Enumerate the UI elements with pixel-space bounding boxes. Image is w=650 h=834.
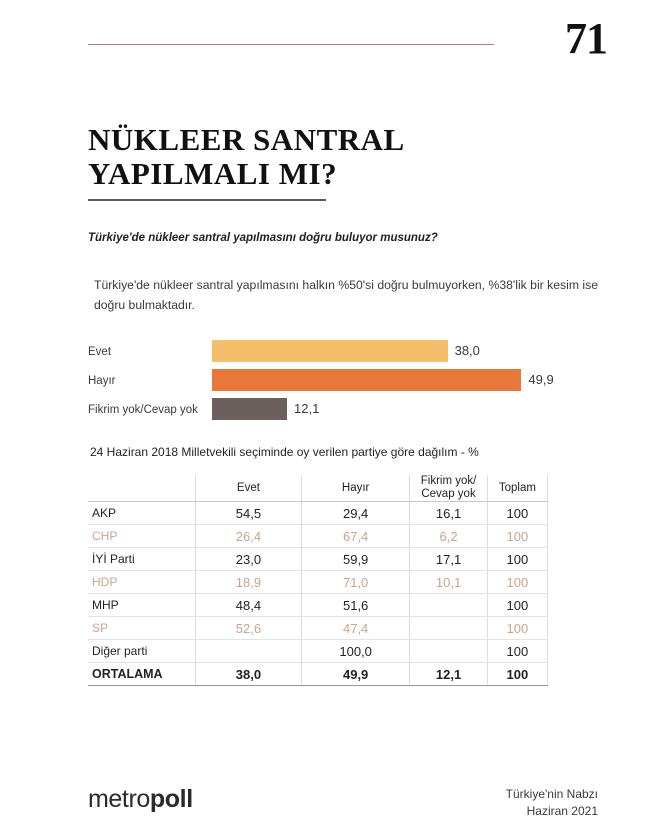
- footer-meta: [506, 786, 598, 820]
- table-caption: 24 Haziran 2018 Milletvekili seçiminde oy verilen partiye göre dağılım - %: [90, 445, 479, 459]
- table-row: [88, 617, 548, 640]
- table-row: [88, 640, 548, 663]
- cell-evet: 26,4: [195, 525, 301, 548]
- metropoll-logo: [88, 784, 193, 814]
- footer-date: Haziran 2021: [526, 804, 598, 818]
- cell-party: İYİ Parti: [88, 548, 195, 571]
- column-header-hayir: Hayır: [301, 475, 409, 502]
- bar-label: Fikrim yok/Cevap yok: [88, 404, 198, 416]
- cell-toplam: 100: [487, 594, 547, 617]
- bar-fill-evet: [212, 340, 448, 362]
- cell-hayir: 51,6: [301, 594, 409, 617]
- title-underline: [88, 199, 326, 201]
- bar-track: [212, 340, 588, 362]
- cell-hayir: 100,0: [301, 640, 409, 663]
- table-row: [88, 663, 548, 686]
- table-header-row: [88, 475, 548, 502]
- cell-evet: 48,4: [195, 594, 301, 617]
- cell-fikrim-yok: [410, 617, 487, 640]
- breakdown-table: [88, 475, 548, 686]
- cell-evet: [195, 640, 301, 663]
- table-body: [88, 502, 548, 686]
- cell-party: SP: [88, 617, 195, 640]
- page-title: [88, 123, 548, 201]
- cell-toplam: 100: [487, 663, 547, 686]
- cell-fikrim-yok: 12,1: [410, 663, 487, 686]
- cell-party: CHP: [88, 525, 195, 548]
- cell-hayir: 71,0: [301, 571, 409, 594]
- cell-toplam: 100: [487, 640, 547, 663]
- bar-row: [88, 369, 588, 393]
- cell-party: Diğer parti: [88, 640, 195, 663]
- column-header-evet: Evet: [195, 475, 301, 502]
- cell-toplam: 100: [487, 571, 547, 594]
- cell-fikrim-yok: [410, 594, 487, 617]
- cell-party: AKP: [88, 502, 195, 525]
- header-rule: [88, 44, 494, 45]
- cell-fikrim-yok: 6,2: [410, 525, 487, 548]
- table-row: [88, 571, 548, 594]
- cell-fikrim-yok: 17,1: [410, 548, 487, 571]
- bar-track: [212, 369, 588, 391]
- page-title-line-2: YAPILMALI MI?: [88, 156, 338, 191]
- cell-fikrim-yok: [410, 640, 487, 663]
- logo-text-bold: poll: [149, 785, 193, 813]
- cell-toplam: 100: [487, 548, 547, 571]
- cell-hayir: 49,9: [301, 663, 409, 686]
- bar-fill-fikrim-yok: [212, 398, 287, 420]
- bar-label: Evet: [88, 346, 112, 358]
- table-row: [88, 525, 548, 548]
- cell-toplam: 100: [487, 525, 547, 548]
- page-title-line-1: NÜKLEER SANTRAL: [88, 122, 405, 157]
- column-header-fikrim-line-1: Fikrim yok/: [420, 475, 477, 487]
- bar-row: [88, 398, 588, 422]
- cell-party: MHP: [88, 594, 195, 617]
- bar-fill-hayir: [212, 369, 521, 391]
- cell-evet: 52,6: [195, 617, 301, 640]
- survey-question: Türkiye'de nükleer santral yapılmasını doğru buluyor musunuz?: [88, 232, 438, 244]
- cell-hayir: 47,4: [301, 617, 409, 640]
- page-number: 71: [565, 14, 607, 63]
- bar-label: Hayır: [88, 375, 116, 387]
- cell-hayir: 67,4: [301, 525, 409, 548]
- footer-series-name: Türkiye'nin Nabzı: [505, 787, 598, 801]
- logo-text-light: metro: [88, 785, 150, 813]
- page-header: [0, 0, 650, 80]
- bar-value: 49,9: [528, 372, 554, 387]
- table-row: [88, 594, 548, 617]
- cell-evet: 38,0: [195, 663, 301, 686]
- bar-row: [88, 340, 588, 364]
- summary-paragraph: Türkiye'de nükleer santral yapılmasını halkın %50'si doğru bulmuyorken, %38'lik bir kesim ise doğru bulmaktadır.: [94, 278, 598, 312]
- cell-toplam: 100: [487, 502, 547, 525]
- cell-hayir: 59,9: [301, 548, 409, 571]
- cell-fikrim-yok: 16,1: [410, 502, 487, 525]
- cell-hayir: 29,4: [301, 502, 409, 525]
- table-row: [88, 502, 548, 525]
- cell-evet: 54,5: [195, 502, 301, 525]
- bar-chart: [88, 340, 588, 427]
- bar-track: [212, 398, 588, 420]
- table-row: [88, 548, 548, 571]
- bar-value: 12,1: [294, 401, 320, 416]
- table-header: [88, 475, 548, 502]
- column-header-toplam: Toplam: [487, 475, 547, 502]
- column-header-fikrim-line-2: Cevap yok: [421, 488, 476, 500]
- cell-toplam: 100: [487, 617, 547, 640]
- cell-party: HDP: [88, 571, 195, 594]
- cell-evet: 18,9: [195, 571, 301, 594]
- column-header-fikrim-yok: [410, 475, 487, 502]
- bar-value: 38,0: [454, 343, 480, 358]
- cell-fikrim-yok: 10,1: [410, 571, 487, 594]
- cell-party: ORTALAMA: [88, 663, 195, 686]
- cell-evet: 23,0: [195, 548, 301, 571]
- column-header-party: [88, 475, 195, 502]
